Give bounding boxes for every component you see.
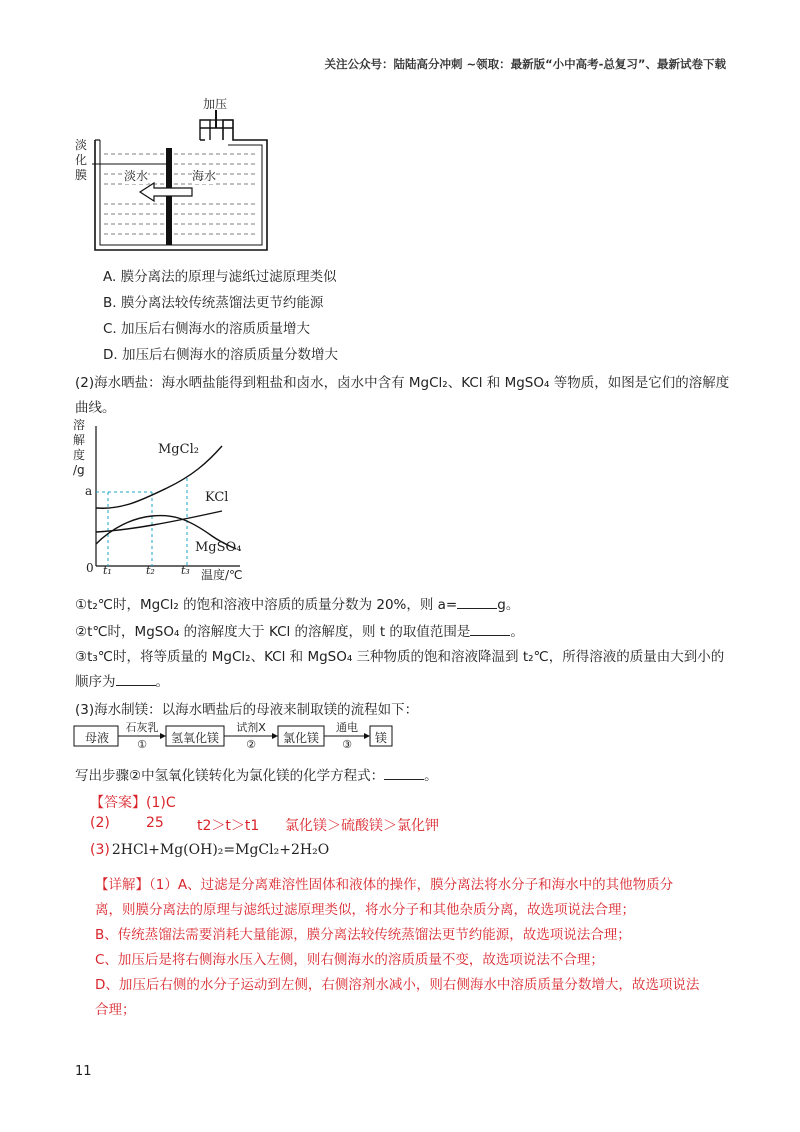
answer-blank	[116, 685, 156, 686]
flow-step-3: ③	[342, 738, 352, 751]
detail-line3: B、传统蒸馏法需要消耗大量能源，膜分离法较传统蒸馏法更节约能源，故选项说法合理；	[95, 927, 631, 943]
q3-intro: (3)海水制镁：以海水晒盐后的母液来制取镁的流程如下：	[75, 702, 419, 718]
answer-blank	[384, 779, 424, 780]
pressure-label: 加压	[203, 97, 228, 111]
option-d: D. 加压后右侧海水的溶质质量分数增大	[103, 347, 338, 363]
y-tick-a: a	[85, 484, 93, 498]
x-axis-label: 温度/℃	[201, 568, 243, 582]
x-tick-t2: t₂	[146, 564, 155, 577]
detail-line1: 【详解】（1）A、过滤是分离难溶性固体和液体的操作，膜分离法将水分子和海水中的其他物质分	[95, 877, 674, 893]
q2-sub3-line1: ③t₃℃时，将等质量的 MgCl₂、KCl 和 MgSO₄ 三种物质的饱和溶液降温到 t₂℃，所得溶液的质量由大到小的	[75, 649, 725, 665]
answer-blank	[457, 608, 497, 609]
answer-blank	[470, 635, 510, 636]
q2-intro-line2: 曲线。	[75, 400, 116, 416]
q2-intro-line1: (2)海水晒盐：海水晒盐能得到粗盐和卤水，卤水中含有 MgCl₂、KCl 和 MgSO₄ 等物质，如图是它们的溶解度	[75, 375, 730, 391]
page-header: 关注公众号：陆陆高分冲刺 ~领取：最新版“小中高考-总复习”、最新试卷下载	[324, 57, 726, 71]
flow-box-mg: 镁	[374, 731, 387, 745]
membrane-apparatus-figure	[70, 92, 280, 262]
answer-line3: (3) 2HCl+Mg(OH)₂=MgCl₂+2H₂O	[90, 842, 330, 858]
detail-line4: C、加压后是将右侧海水压入左侧，则右侧海水的溶质质量不变，故选项说法不合理；	[95, 952, 604, 968]
flow-reagent-2: 试剂X	[236, 721, 266, 734]
flow-box-muye: 母液	[84, 731, 109, 745]
q3-question: 写出步骤②中氢氧化镁转化为氯化镁的化学方程式： 。	[75, 768, 438, 784]
page-number: 11	[75, 1064, 92, 1079]
option-b: B. 膜分离法较传统蒸馏法更节约能源	[103, 295, 324, 311]
q2-sub2: ②t℃时，MgSO₄ 的溶解度大于 KCl 的溶解度，则 t 的取值范围是 。	[75, 624, 524, 640]
x-tick-t3: t₃	[181, 564, 190, 577]
flow-reagent-1: 石灰乳	[125, 721, 159, 734]
q2-sub1: ①t₂℃时，MgCl₂ 的饱和溶液中溶质的质量分数为 20%，则 a= g。	[75, 597, 520, 613]
legend-kcl: KCl	[205, 490, 229, 505]
flow-step-2: ②	[246, 738, 256, 751]
flow-reagent-3: 通电	[336, 721, 358, 734]
sea-water-label: 海水	[192, 169, 217, 183]
option-a: A. 膜分离法的原理与滤纸过滤原理类似	[103, 269, 337, 285]
y-axis-label: 溶 解 度 /g	[73, 418, 86, 477]
flow-box-mgoh2: 氢氧化镁	[170, 731, 219, 745]
legend-mgso4: MgSO₄	[195, 540, 242, 555]
answer-line2: (2) 25 t2＞t＞t1 氯化镁＞硫酸镁＞氯化钾	[90, 815, 439, 834]
flow-box-mgcl2: 氯化镁	[282, 731, 319, 745]
q2-sub3-line2: 顺序为 。	[75, 674, 169, 690]
detail-line5: D、加压后右侧的水分子运动到左侧，右侧溶剂水减小，则右侧海水中溶质质量分数增大，故选项说法	[95, 977, 700, 993]
detail-line6: 合理；	[95, 1002, 136, 1018]
membrane-label: 淡 化 膜	[75, 138, 88, 182]
legend-mgcl2: MgCl₂	[158, 442, 199, 457]
guide-lines	[96, 478, 187, 566]
option-c: C. 加压后右侧海水的溶质质量增大	[103, 321, 311, 337]
answer-label: 【答案】(1)C	[90, 795, 176, 811]
fresh-water-label: 淡水	[124, 169, 149, 183]
detail-line2: 离，则膜分离法的原理与滤纸过滤原理类似，将水分子和其他杂质分离，故选项说法合理；	[95, 902, 635, 918]
origin-label: 0	[86, 561, 94, 575]
x-tick-t1: t₁	[103, 564, 112, 577]
flow-step-1: ①	[137, 738, 147, 751]
